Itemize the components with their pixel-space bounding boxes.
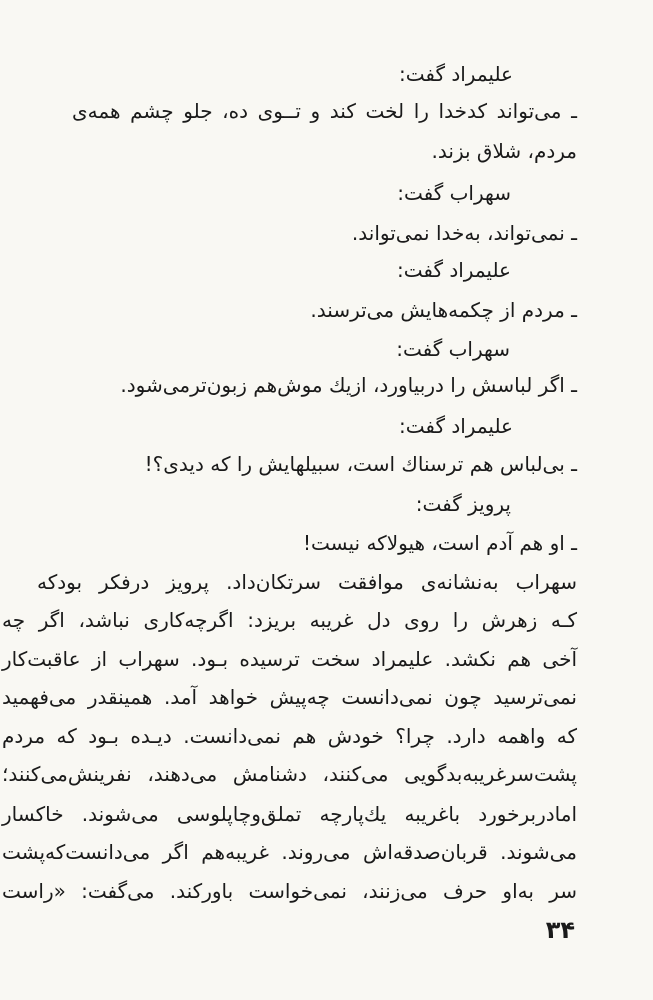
text-line: ـ می‌تواند کدخدا را لخت کند و تــوی ده، جلو چشم همه‌ی <box>72 99 577 123</box>
text-line: سهراب گفت: <box>396 337 510 361</box>
text-line: می‌شوند. قربان‌صدقه‌اش می‌روند. غریبه‌هم اگر می‌دانست‌که‌پشت <box>2 840 577 864</box>
text-line: کـه زهرش را روی دل غریبه بریزد: اگرچه‌کاری نباشد، اگر چه <box>2 608 577 632</box>
text-line: که واهمه دارد. چرا؟ خودش هم نمی‌دانست. دیـده بـود که مردم <box>2 724 577 748</box>
text-line: ـ بی‌لباس هم ترسناك است، سبیلهایش را که دیدی؟! <box>144 452 577 476</box>
text-line: ـ نمی‌تواند، به‌خدا نمی‌تواند. <box>351 221 577 245</box>
text-line: ـ اگر لباسش را دربیاورد، ازیك موش‌هم زبون‌ترمی‌شود. <box>120 373 577 397</box>
text-line: سهراب گفت: <box>397 181 511 205</box>
page-number: ۳۴ <box>545 916 575 944</box>
text-line: سهراب به‌نشانه‌ی موافقت سرتکان‌داد. پرویز درفکر بودکه <box>37 570 577 594</box>
text-line: علیمراد گفت: <box>398 414 513 438</box>
text-line: ـ او هم آدم است، هیولاکه نیست! <box>303 531 577 555</box>
text-line: امادربرخورد باغریبه یك‌پارچه تملق‌وچاپلوسی می‌شوند. خاکسار <box>2 802 577 826</box>
text-line: علیمراد گفت: <box>396 258 511 282</box>
text-line: علیمراد گفت: <box>398 62 513 86</box>
text-line: نمی‌ترسید چون نمی‌دانست چه‌پیش خواهد آمد. همینقدر می‌فهمید <box>2 685 577 709</box>
text-line: آخی هم نکشد. علیمراد سخت ترسیده بـود. سهراب از عاقبت‌کار <box>2 647 577 671</box>
text-line: سر به‌او حرف می‌زنند، نمی‌خواست باورکند. می‌گفت: «راست <box>2 879 577 903</box>
text-line: مردم، شلاق بزند. <box>431 139 577 163</box>
text-line: پشت‌سرغریبه‌بدگویی می‌کنند، دشنامش می‌دهند، نفرینش‌می‌کنند؛ <box>2 762 577 786</box>
text-line: پرویز گفت: <box>415 492 511 516</box>
text-line: ـ مردم از چکمه‌هایش می‌ترسند. <box>310 298 577 322</box>
